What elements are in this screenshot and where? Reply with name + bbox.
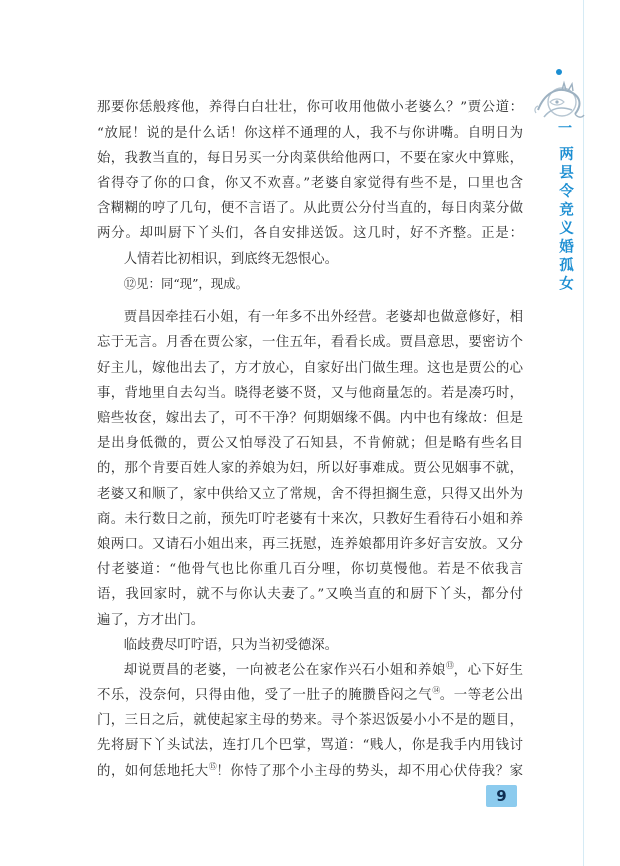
accent-dot xyxy=(556,69,562,75)
side-rule xyxy=(583,0,584,866)
text-line: 却说贾昌的老婆，一向被老公在家作兴石小姐和养娘⑬，心下好生 xyxy=(123,660,523,678)
dragon-ornament-icon xyxy=(532,80,586,124)
text-line: 语，我回家时，就不与你认夫妻了。”又唤当直的和厨下丫头，都分付 xyxy=(97,587,523,603)
text-line: 是出身低微的，贾公又怕辱没了石知县，不肯俯就；但是略有些名目 xyxy=(97,436,523,452)
text-line: 两分。却叫厨下丫头们，各自安排送饭。这几时，好不齐整。正是： xyxy=(97,226,523,242)
text-line: 那要你恁般疼他，养得白白壮壮，你可收用他做小老婆么？”贾公道： xyxy=(97,100,523,116)
text-line: 的，那个肯要百姓人家的养娘为妇，所以好事难成。贾公见姻事不就， xyxy=(97,461,523,477)
text-line: 老婆又和顺了，家中供给又立了常规，舍不得担搁生意，只得又出外为 xyxy=(97,486,523,502)
text-line: 先将厨下丫头试法，连打几个巴掌，骂道：“贱人，你是我手内用钱讨 xyxy=(97,738,523,754)
page-number: 9 xyxy=(486,785,517,807)
text-line: 遍了，方才出门。 xyxy=(97,612,205,628)
text-line: 不乐，没奈何，只得由他，受了一肚子的腌臜昏闷之气⑭。一等老公出 xyxy=(97,686,523,704)
chapter-title: 两县令竞义婚孤女 xyxy=(557,146,573,294)
paragraph xyxy=(97,658,523,784)
paragraph xyxy=(97,95,523,246)
footnote: ⑫见：同“现”，现成。 xyxy=(123,275,248,291)
text-line: 忘于无言。月香在贾公家，一住五年，看看长成。贾昌意思，要密访个 xyxy=(97,335,523,351)
footnote-marker: ⑭ xyxy=(432,686,441,696)
text-line: 门，三日之后，就使起家主母的势来。寻个茶迟饭晏小小不是的题目， xyxy=(97,713,523,729)
text-line: 好主儿，嫁他出去了，方才放心，自家好出门做生理。这也是贾公的心 xyxy=(97,360,523,376)
text-line: 事，背地里自去勾当。晓得老婆不贤，又与他商量怎的。若是凑巧时， xyxy=(97,385,523,401)
text-line: 省得夺了你的口食，你又不欢喜。”老婆自家觉得有些不是，口里也含 xyxy=(97,175,523,191)
text-line: 赔些妆奁，嫁出去了，可不干净？何期姻缘不偶。内中也有缘故：但是 xyxy=(97,411,523,427)
text-line: 娘两口。又请石小姐出来，再三抚慰，连养娘都用许多好言安放。又分 xyxy=(97,536,523,552)
paragraph xyxy=(97,305,523,632)
text-line: “放屁！说的是什么话！你这样不通理的人，我不与你讲嘴。自明日为 xyxy=(97,125,523,141)
text-line: 商。未行数日之前，预先叮咛老婆有十来次，只教好生看待石小姐和养 xyxy=(97,511,523,527)
chapter-number: 一 xyxy=(558,121,572,137)
text-line: 的，如何恁地托大⑮！你恃了那个小主母的势头，却不用心伏侍我？家 xyxy=(97,761,523,779)
text-line: 始，我教当直的，每日另买一分肉菜供给他两口，不要在家火中算账， xyxy=(97,150,523,166)
text-line: 贾昌因牵挂石小姐，有一年多不出外经营。老婆却也做意修好，相 xyxy=(123,310,523,326)
verse-line: 临歧费尽叮咛语，只为当初受德深。 xyxy=(123,637,339,653)
verse-line: 人情若比初相识，到底终无怨恨心。 xyxy=(123,251,339,267)
text-line: 付老婆道：“他骨气也比你重几百分哩，你切莫慢他。若是不依我言 xyxy=(97,562,523,578)
footnote-marker: ⑬ xyxy=(445,660,455,670)
footnote-marker: ⑮ xyxy=(208,761,218,771)
text-line: 含糊糊的哼了几句，便不言语了。从此贾公分付当直的，每日肉菜分做 xyxy=(97,201,523,217)
body-text xyxy=(97,95,523,783)
